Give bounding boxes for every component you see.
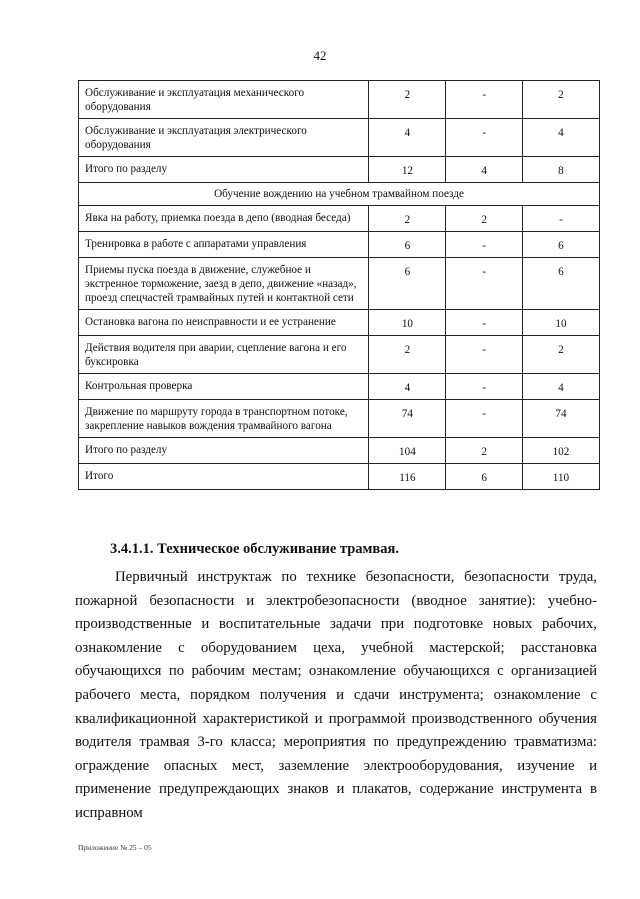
hours-cell-c1: 6	[369, 232, 446, 258]
table-row	[79, 336, 600, 374]
topic-cell: Движение по маршруту города в транспортном потоке, закрепление навыков вождения трамвайного вагона	[79, 400, 369, 438]
hours-cell-c3: 102	[522, 438, 599, 464]
body-paragraph: Первичный инструктаж по технике безопасности, безопасности труда, пожарной безопасности и электробезопасности (вводное занятие): учебно-производственные и воспитательные задачи при подготовке новых рабочих, ознакомление с оборудованием цеха, учебной мастерской; расстановка обучающихся по рабочим местам; ознакомление обучающихся с организацией рабочего места, порядком получения и сдачи инструмента; ознакомление с квалификационной характеристикой и программой производственного обучения водителя трамвая 3-го класса; мероприятия по предупреждению травматизма: ограждение опасных мест, заземление электрооборудования, изучение и применение предупреждающих знаков и плакатов, содержание инструмента в исправном	[75, 569, 597, 821]
page-number: 42	[313, 48, 327, 63]
hours-cell-c1: 10	[369, 310, 446, 336]
page-footer: Приложение № 25 – 05	[78, 843, 152, 852]
section-title-cell: Обучение вождению на учебном трамвайном поезде	[79, 183, 600, 206]
hours-cell-c1: 104	[369, 438, 446, 464]
topic-cell: Приемы пуска поезда в движение, служебное и экстренное торможение, заезд в депо, движение «назад», проезд спецчастей трамвайных путей и контактной сети	[79, 258, 369, 310]
hours-cell-c2: -	[446, 119, 523, 157]
hours-cell-c2: 4	[446, 157, 523, 183]
table-row	[79, 464, 600, 490]
hours-cell-c1: 2	[369, 336, 446, 374]
hours-cell-c2: -	[446, 258, 523, 310]
table-row	[79, 232, 600, 258]
hours-cell-c1: 6	[369, 258, 446, 310]
hours-cell-c2: -	[446, 81, 523, 119]
hours-cell-c2: 2	[446, 438, 523, 464]
hours-cell-c1: 2	[369, 81, 446, 119]
topic-cell: Действия водителя при аварии, сцепление вагона и его буксировка	[79, 336, 369, 374]
table-row	[79, 400, 600, 438]
hours-cell-c2: -	[446, 336, 523, 374]
hours-cell-c3: 6	[522, 258, 599, 310]
hours-cell-c1: 2	[369, 206, 446, 232]
topic-cell: Явка на работу, приемка поезда в депо (вводная беседа)	[79, 206, 369, 232]
section-heading: 3.4.1.1. Техническое обслуживание трамвая.	[110, 541, 399, 557]
topic-cell: Итого по разделу	[79, 438, 369, 464]
table-row	[79, 157, 600, 183]
hours-cell-c2: -	[446, 232, 523, 258]
hours-cell-c3: 2	[522, 81, 599, 119]
table-row	[79, 438, 600, 464]
topic-cell: Обслуживание и эксплуатация электрического оборудования	[79, 119, 369, 157]
hours-cell-c3: 110	[522, 464, 599, 490]
hours-cell-c3: 6	[522, 232, 599, 258]
topic-cell: Остановка вагона по неисправности и ее устранение	[79, 310, 369, 336]
table-row	[79, 374, 600, 400]
topic-cell: Итого	[79, 464, 369, 490]
topic-cell: Тренировка в работе с аппаратами управления	[79, 232, 369, 258]
table-body	[79, 81, 600, 490]
hours-cell-c1: 4	[369, 374, 446, 400]
table-row	[79, 310, 600, 336]
hours-cell-c3: 2	[522, 336, 599, 374]
hours-cell-c3: 74	[522, 400, 599, 438]
hours-cell-c1: 12	[369, 157, 446, 183]
hours-cell-c2: 2	[446, 206, 523, 232]
hours-cell-c2: -	[446, 374, 523, 400]
hours-cell-c1: 4	[369, 119, 446, 157]
hours-cell-c2: -	[446, 310, 523, 336]
hours-cell-c2: -	[446, 400, 523, 438]
hours-cell-c3: 10	[522, 310, 599, 336]
hours-cell-c3: 4	[522, 119, 599, 157]
topic-cell: Контрольная проверка	[79, 374, 369, 400]
hours-cell-c3: 8	[522, 157, 599, 183]
hours-cell-c3: 4	[522, 374, 599, 400]
training-hours-table	[78, 80, 600, 490]
table-row	[79, 119, 600, 157]
hours-cell-c1: 116	[369, 464, 446, 490]
hours-cell-c2: 6	[446, 464, 523, 490]
topic-cell: Итого по разделу	[79, 157, 369, 183]
hours-cell-c3: -	[522, 206, 599, 232]
table-row	[79, 81, 600, 119]
topic-cell: Обслуживание и эксплуатация механического оборудования	[79, 81, 369, 119]
table-section-row	[79, 183, 600, 206]
table-row	[79, 206, 600, 232]
hours-cell-c1: 74	[369, 400, 446, 438]
table-row	[79, 258, 600, 310]
